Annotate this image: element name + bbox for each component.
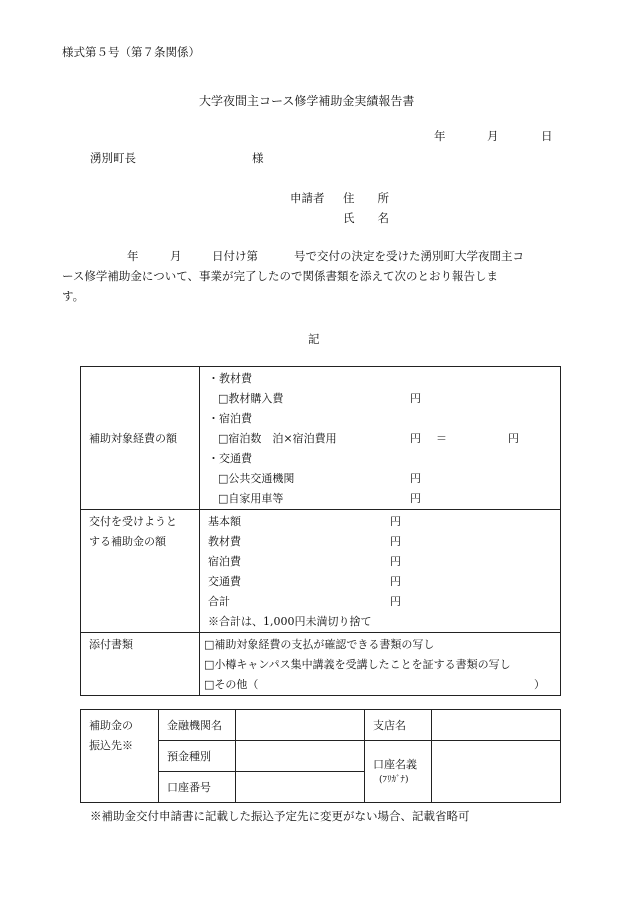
body-day-no: 日付け第 [212,249,258,263]
attachment-receipt: □補助対象経費の支払が確認できる書類の写し [204,638,435,651]
applicant-address: 住 所 [343,191,389,205]
attachment-other-label: □その他（ [204,678,259,691]
attachments-label-cell [81,633,200,696]
expense-label-cell [81,367,200,510]
account-holder-label: 口座名義 [373,757,417,771]
branch-label: 支店名 [373,719,406,732]
public-transport [200,469,560,489]
bank-name-label-cell [159,710,236,741]
yen-label: 円 [508,432,519,445]
attachment-other [200,675,560,695]
expense-label: 補助対象経費の額 [89,432,177,445]
subsidy-total [200,592,560,612]
ki-heading: 記 [308,332,320,346]
attachments-detail-cell [200,633,561,696]
yen-label: 円 [410,492,421,505]
deposit-type-label-cell [159,741,236,772]
transport-heading: ・交通費 [208,452,252,465]
yen-label: 円 [390,555,401,568]
materials-purchase [200,389,560,409]
yen-label: 円 [390,515,401,528]
addressee-name: 湧別町長 [90,151,136,165]
date-day: 日 [541,129,553,143]
subsidy-materials-label: 教材費 [208,535,241,548]
expense-detail-cell [200,367,561,510]
lodging-heading: ・宿泊費 [208,412,252,425]
addressee-honorific: 様 [252,151,264,165]
subsidy-label-cell [81,510,200,633]
public-transport-label: □公共交通機関 [218,472,295,485]
subsidy-lodging-label: 宿泊費 [208,555,241,568]
document-title: 大学夜間主コース修学補助金実績報告書 [199,94,415,108]
transfer-label-line1: 補助金の [89,719,133,732]
close-paren: ） [534,678,545,691]
account-holder-label-cell [365,741,432,803]
yen-label: 円 [390,595,401,608]
date-year: 年 [434,129,446,143]
subsidy-total-label: 合計 [208,595,230,608]
form-number: 様式第５号（第７条関係） [62,45,200,59]
yen-label: 円 [390,535,401,548]
body-line1-rest: 号で交付の決定を受けた湧別町大学夜間主コ [294,249,524,263]
account-number-field[interactable] [236,772,365,803]
materials-purchase-label: □教材購入費 [218,392,284,405]
bank-name-label: 金融機関名 [167,719,222,732]
yen-label: 円 [390,575,401,588]
yen-label: 円 [410,472,421,485]
subsidy-label-line2: する補助金の額 [89,535,166,548]
bank-name-field[interactable] [236,710,365,741]
account-number-label: 口座番号 [167,781,211,794]
applicant-label: 申請者 [290,191,325,205]
yen-label: 円 [410,392,421,405]
body-month: 月 [170,249,182,263]
yen-label: 円 [410,432,421,445]
account-holder-field[interactable] [432,741,561,803]
body-year: 年 [127,249,139,263]
subsidy-label-line1: 交付を受けようと [89,515,177,528]
report-table [80,366,561,696]
private-car-label: □自家用車等 [218,492,284,505]
transfer-label-cell [81,710,159,803]
body-line2: ース修学補助金について、事業が完了したので関係書類を添えて次のとおり報告しま [62,269,498,283]
kana-label: (ﾌﾘｶﾞﾅ) [379,774,409,785]
deposit-type-label: 預金種別 [167,750,211,763]
branch-field[interactable] [432,710,561,741]
subsidy-transport-label: 交通費 [208,575,241,588]
subsidy-materials [200,532,560,552]
subsidy-base [200,512,560,532]
account-number-label-cell [159,772,236,803]
subsidy-base-label: 基本額 [208,515,241,528]
date-month: 月 [487,129,499,143]
attachments-label: 添付書類 [89,638,133,651]
subsidy-transport [200,572,560,592]
footnote: ※補助金交付申請書に記載した振込予定先に変更がない場合、記載省略可 [90,809,470,823]
body-line3: す。 [62,289,85,303]
bank-table [80,709,561,803]
subsidy-lodging [200,552,560,572]
private-car [200,489,560,509]
transfer-label-line2: 振込先※ [89,739,133,752]
equals-sign: ＝ [436,432,447,445]
rounding-note: ※合計は、1,000円未満切り捨て [208,615,372,628]
subsidy-detail-cell [200,510,561,633]
attachment-lecture: □小樽キャンパス集中講義を受講したことを証する書類の写し [204,658,511,671]
applicant-name: 氏 名 [343,211,389,225]
lodging-cost [200,429,560,449]
deposit-type-field[interactable] [236,741,365,772]
branch-label-cell [365,710,432,741]
lodging-cost-label: □宿泊数 泊×宿泊費用 [218,432,337,445]
materials-heading: ・教材費 [208,372,252,385]
